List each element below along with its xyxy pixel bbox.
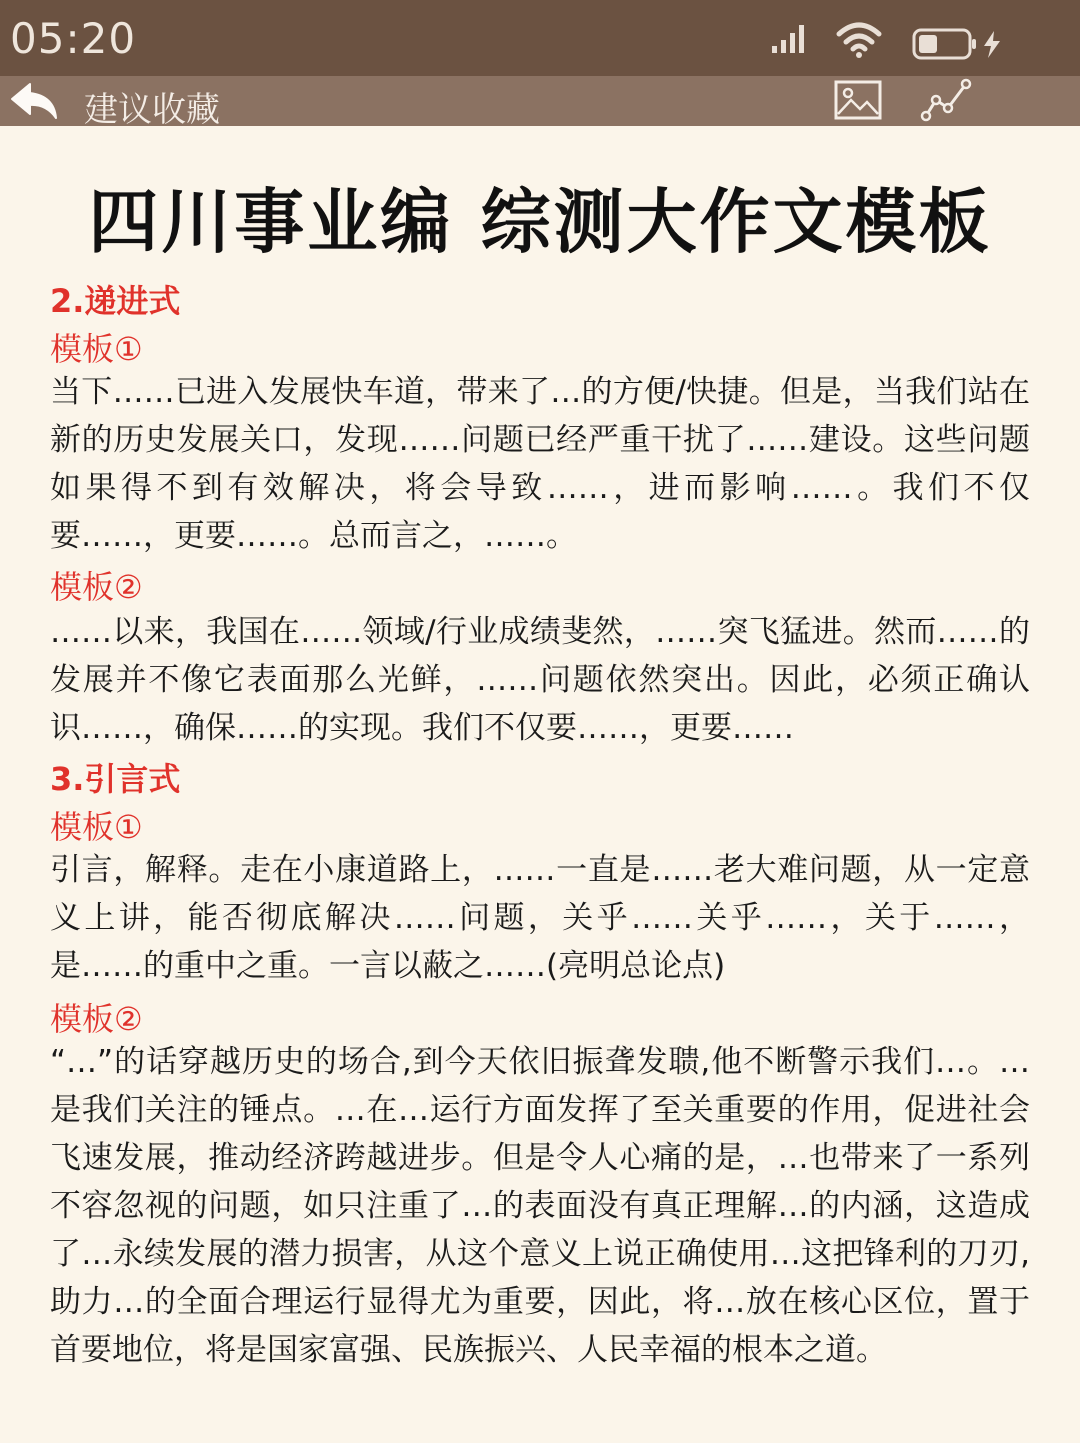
page-title: 四川事业编 综测大作文模板	[88, 181, 992, 263]
nav-title: 建议收藏	[84, 90, 220, 130]
template-text: ……以来，我国在……领域/行业成绩斐然，……突飞猛进。然而……的发展并不像它表面那么光鲜，……问题依然突出。因此，必须正确认识……，确保……的实现。我们不仅要……，更要……	[50, 614, 1030, 746]
template-label: 模板②	[50, 568, 143, 606]
status-bar	[0, 0, 1080, 76]
template-label: 模板②	[50, 1000, 143, 1038]
section-heading: 2.递进式	[50, 282, 181, 320]
template-text: “…”的话穿越历史的场合,到今天依旧振聋发聩,他不断警示我们…。…是我们关注的锤点。…在…运行方面发挥了至关重要的作用，促进社会飞速发展，推动经济跨越进步。但是令人心痛的是，…也带来了一系列不容忽视的问题，如只注重了…的表面没有真正理解…的内涵，这造成了…永续发展的潜力损害，从这个意义上说正确使用…这把锋利的刀刃,助力…的全面合理运行显得尤为重要，因此，将…放在核心区位，置于首要地位，将是国家富强、民族振兴、人民幸福的根本之道。	[50, 1044, 1030, 1368]
battery-icon	[912, 28, 1004, 60]
image-icon[interactable]	[834, 80, 882, 120]
article-content	[0, 126, 1080, 1443]
chart-icon[interactable]	[920, 78, 974, 122]
nav-bar	[0, 76, 1080, 130]
template-label: 模板①	[50, 808, 143, 846]
back-arrow-icon[interactable]	[8, 80, 60, 120]
template-text: 当下……已进入发展快车道，带来了…的方便/快捷。但是，当我们站在新的历史发展关口，发现……问题已经严重干扰了……建设。这些问题如果得不到有效解决，将会导致……，进而影响……。我们不仅要……，更要……。总而言之，……。	[50, 374, 1030, 554]
template-text: 引言，解释。走在小康道路上，……一直是……老大难问题，从一定意义上讲，能否彻底解决……问题，关乎……关乎……，关于……，是……的重中之重。一言以蔽之……(亮明总论点)	[50, 852, 1030, 984]
status-time: 05:20	[10, 14, 137, 63]
wifi-icon	[836, 22, 882, 58]
section-heading: 3.引言式	[50, 760, 181, 798]
charging-icon	[984, 31, 1000, 58]
signal-icon	[772, 24, 812, 54]
template-label: 模板①	[50, 330, 143, 368]
